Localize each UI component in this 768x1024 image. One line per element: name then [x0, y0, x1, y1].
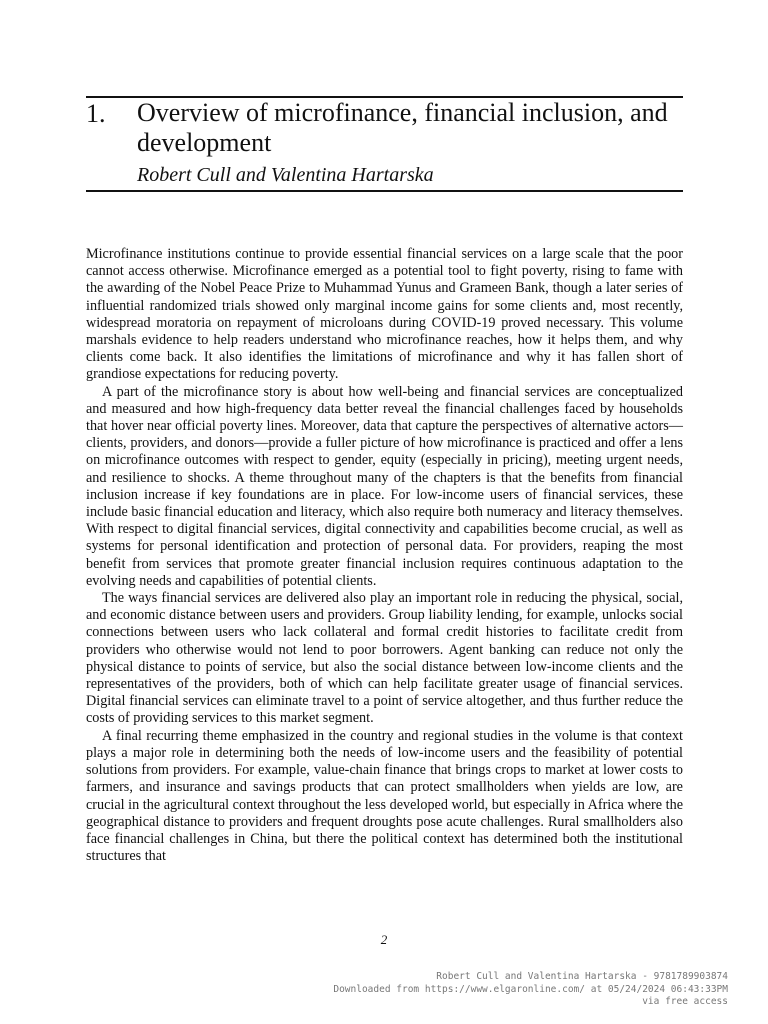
paragraph-1: Microfinance institutions continue to provide essential financial services on a large scale that the poor cannot access otherwise. Microfinance emerged as a potential tool to fight poverty, rising to fame with the awarding of the Nobel Peace Prize to Muhammad Yunus and Grameen Bank, though a later series of influential randomized trials showed only marginal income gains for some clients and, most recently, widespread moratoria on repayment of microloans during COVID-19 proved necessary. This volume marshals evidence to help readers understand who microfinance reaches, how it helps them, and why clients come back. It also identifies the limitations of microfinance and why it has fallen short of grandiose expectations for reducing poverty. [86, 246, 683, 383]
chapter-title: Overview of microfinance, financial inclusion, and development [137, 98, 668, 157]
paragraph-3: The ways financial services are delivered also play an important role in reducing the physical, social, and economic distance between users and providers. Group liability lending, for example, unlocks social connections between users who lack collateral and formal credit histories to facilitate credit from providers who otherwise would not lend to poor borrowers. Agent banking can reduce not only the physical distance to points of service, but also the social distance between low-income clients and the representatives of the providers, both of which can help facilitate greater usage of financial services. Digital financial services can eliminate travel to a point of service altogether, and thus further reduce the costs of providing services to this market segment. [86, 590, 683, 727]
footer-line-citation: Robert Cull and Valentina Hartarska - 9781789903874 [436, 971, 728, 982]
download-footer [333, 971, 728, 1009]
chapter-number: 1. [86, 99, 106, 128]
footer-line-access: via free access [642, 996, 728, 1007]
chapter-bottom-rule [86, 190, 683, 192]
paragraph-4: A final recurring theme emphasized in the country and regional studies in the volume is that context plays a major role in determining both the needs of low-income users and the feasibility of potential solutions from providers. For example, value-chain finance that brings crops to market at lower costs to farmers, and insurance and savings products that can protect smallholders when yields are low, are crucial in the agricultural context throughout the less developed world, but especially in Africa where the geographical distance to providers and frequent droughts pose acute challenges. Rural smallholders also face financial challenges in China, but there the political context has determined both the institutional structures that [86, 727, 683, 865]
footer-line-download: Downloaded from https://www.elgaronline.com/ at 05/24/2024 06:43:33PM [333, 983, 728, 995]
paragraph-2: A part of the microfinance story is about how well-being and financial services are conceptualized and measured and how high-frequency data better reveal the financial challenges faced by households that hover near official poverty lines. Moreover, data that capture the perspectives of alternative actors—clients, providers, and donors—provide a fuller picture of how microfinance is practiced and offer a lens on microfinance outcomes with respect to gender, equity (especially in pricing), meeting urgent needs, and resilience to shocks. A theme throughout many of the chapters is that the benefits from financial inclusion increase if key foundations are in place. For low-income users of financial services, these include basic financial education and literacy, which also require both numeracy and literacy themselves. With respect to digital financial services, digital connectivity and capabilities become crucial, as well as systems for personal identification and protection of personal data. For providers, reaping the most benefit from services that promote greater financial inclusion requires continuous adaptation to the evolving needs and capabilities of potential clients. [86, 383, 683, 589]
chapter-authors: Robert Cull and Valentina Hartarska [137, 164, 434, 186]
page-number: 2 [380, 932, 388, 947]
body-text [86, 246, 683, 865]
